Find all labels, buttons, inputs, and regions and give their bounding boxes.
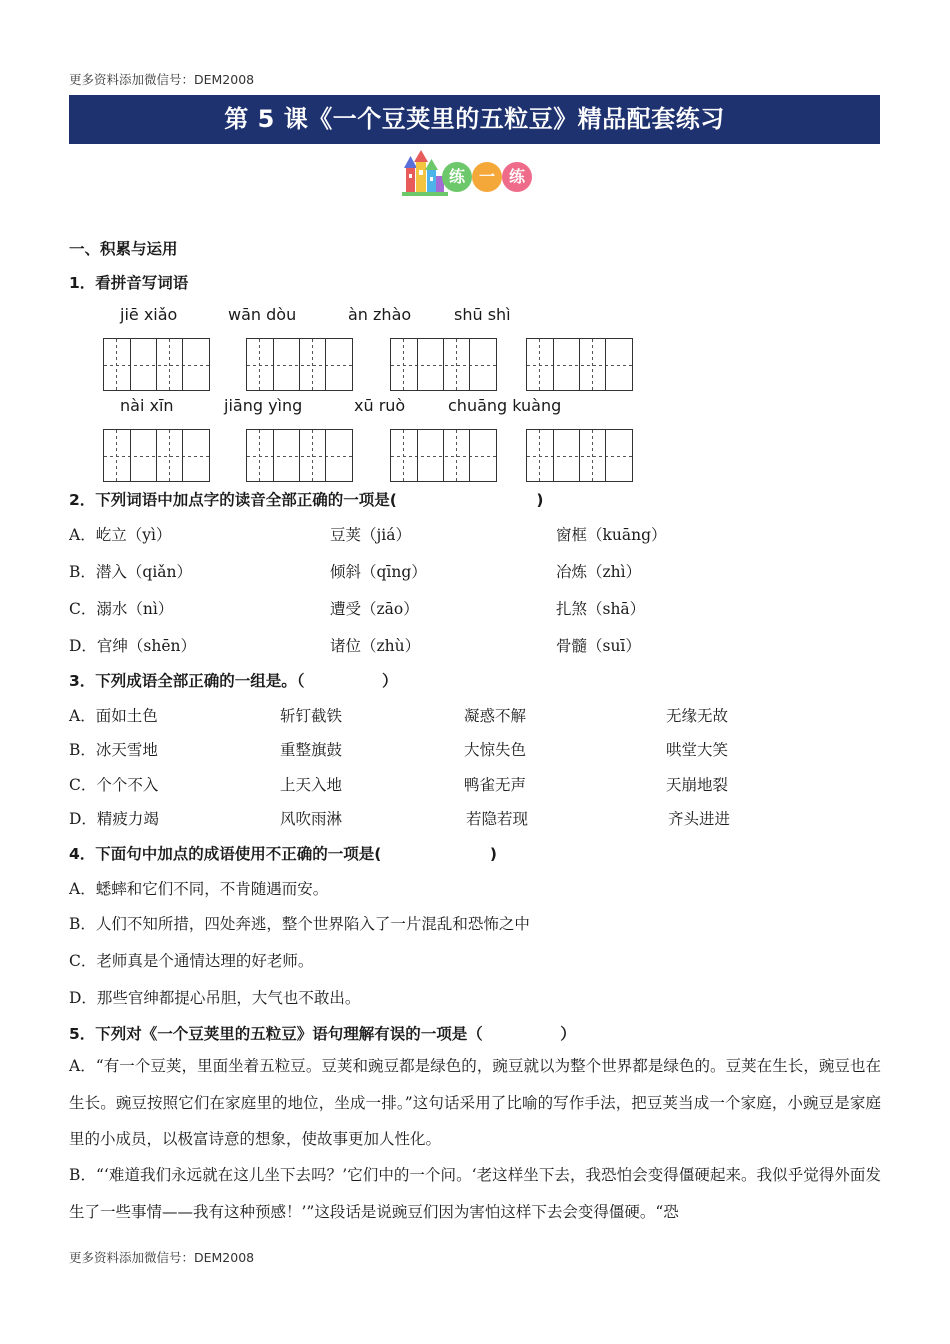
banner-char-2: 一 <box>472 162 502 192</box>
writing-grid-5[interactable] <box>103 429 210 482</box>
pinyin-5: nài xīn <box>120 396 174 415</box>
q3-d-3: 若隐若现 <box>466 810 529 828</box>
pinyin-4: shū shì <box>454 305 511 324</box>
q2-b-1: B．潜入（qiǎn） <box>69 563 192 581</box>
writing-grid-4[interactable] <box>526 338 633 391</box>
pinyin-1: jiē xiǎo <box>120 305 178 324</box>
q4-option-b: B．人们不知所措，四处奔逃，整个世界陷入了一片混乱和恐怖之中 <box>69 915 530 933</box>
q3-b-2: 重整旗鼓 <box>280 741 343 759</box>
q1-title: 1．看拼音写词语 <box>69 274 189 292</box>
q3-c-4: 天崩地裂 <box>666 776 729 794</box>
pinyin-2: wān dòu <box>228 305 297 324</box>
q2-c-3: 扎煞（shā） <box>556 600 646 618</box>
watermark-top: 更多资料添加微信号：DEM2008 <box>69 72 255 87</box>
q4-option-d: D．那些官绅都提心吊胆，大气也不敢出。 <box>69 989 361 1007</box>
q2-b-3: 冶炼（zhì） <box>556 563 642 581</box>
q3-c-2: 上天入地 <box>280 776 343 794</box>
pinyin-3: àn zhào <box>348 305 412 324</box>
q3-d-2: 风吹雨淋 <box>280 810 343 828</box>
page-title: 第 5 课《一个豆荚里的五粒豆》精品配套练习 <box>69 95 880 144</box>
q3-b-4: 哄堂大笑 <box>666 741 729 759</box>
q5-title: 5．下列对《一个豆荚里的五粒豆》语句理解有误的一项是（ ） <box>69 1025 576 1043</box>
practice-banner <box>402 150 534 198</box>
section-heading: 一、积累与运用 <box>69 240 178 258</box>
q4-option-a: A．蟋蟀和它们不同，不肯随遇而安。 <box>69 880 329 898</box>
writing-grid-3[interactable] <box>390 338 497 391</box>
q2-d-3: 骨髓（suī） <box>556 637 641 655</box>
q2-a-3: 窗框（kuāng） <box>556 526 667 544</box>
pinyin-8: chuāng kuàng <box>448 396 562 415</box>
q3-b-3: 大惊失色 <box>464 741 527 759</box>
q5-option-a: A．“有一个豆荚，里面坐着五粒豆。豆荚和豌豆都是绿色的，豌豆就以为整个世界都是绿色的。豆荚在生长，豌豆也在生长。豌豆按照它们在家庭里的地位，坐成一排。”这句话采用了比喻的写作手法，把豆荚当成一个家庭，小豌豆是家庭里的小成员，以极富诗意的想象，使故事更加人性化。 <box>69 1057 881 1148</box>
q3-a-4: 无缘无故 <box>666 707 729 725</box>
q3-c-3: 鸭雀无声 <box>464 776 527 794</box>
writing-grid-6[interactable] <box>246 429 353 482</box>
q3-c-1: C．个个不入 <box>69 776 159 794</box>
q3-b-1: B．冰天雪地 <box>69 741 158 759</box>
q4-title: 4．下面句中加点的成语使用不正确的一项是( ) <box>69 845 497 863</box>
q5-option-b: B．“‘难道我们永远就在这儿坐下去吗？’它们中的一个问。‘老这样坐下去，我恐怕会变得僵硬起来。我似乎觉得外面发生了一些事情——我有这种预感！’”这段话是说豌豆们因为害怕这样下去会变得僵硬。“恐 <box>69 1166 881 1221</box>
q3-a-1: A．面如土色 <box>69 707 158 725</box>
writing-grid-1[interactable] <box>103 338 210 391</box>
q2-c-2: 遭受（zāo） <box>330 600 419 618</box>
pinyin-7: xū ruò <box>354 396 406 415</box>
q2-title: 2．下列词语中加点字的读音全部正确的一项是( ) <box>69 491 544 509</box>
q3-d-1: D．精疲力竭 <box>69 810 159 828</box>
q2-a-1: A．屹立（yì） <box>69 526 172 544</box>
banner-char-3: 练 <box>502 162 532 192</box>
q2-d-1: D．官绅（shēn） <box>69 637 197 655</box>
writing-grid-7[interactable] <box>390 429 497 482</box>
banner-char-1: 练 <box>442 162 472 192</box>
q3-a-2: 斩钉截铁 <box>280 707 343 725</box>
watermark-bottom: 更多资料添加微信号：DEM2008 <box>69 1250 255 1265</box>
pinyin-6: jiāng yìng <box>224 396 303 415</box>
q2-d-2: 诸位（zhù） <box>330 637 421 655</box>
q3-a-3: 凝惑不解 <box>464 707 527 725</box>
writing-grid-2[interactable] <box>246 338 353 391</box>
writing-grid-8[interactable] <box>526 429 633 482</box>
q2-a-2: 豆荚（jiá） <box>330 526 412 544</box>
q4-option-c: C．老师真是个通情达理的好老师。 <box>69 952 314 970</box>
q3-title: 3．下列成语全部正确的一组是。（ ） <box>69 672 398 690</box>
q2-b-2: 倾斜（qīng） <box>330 563 427 581</box>
q3-d-4: 齐头进进 <box>668 810 731 828</box>
q2-c-1: C．溺水（nì） <box>69 600 174 618</box>
